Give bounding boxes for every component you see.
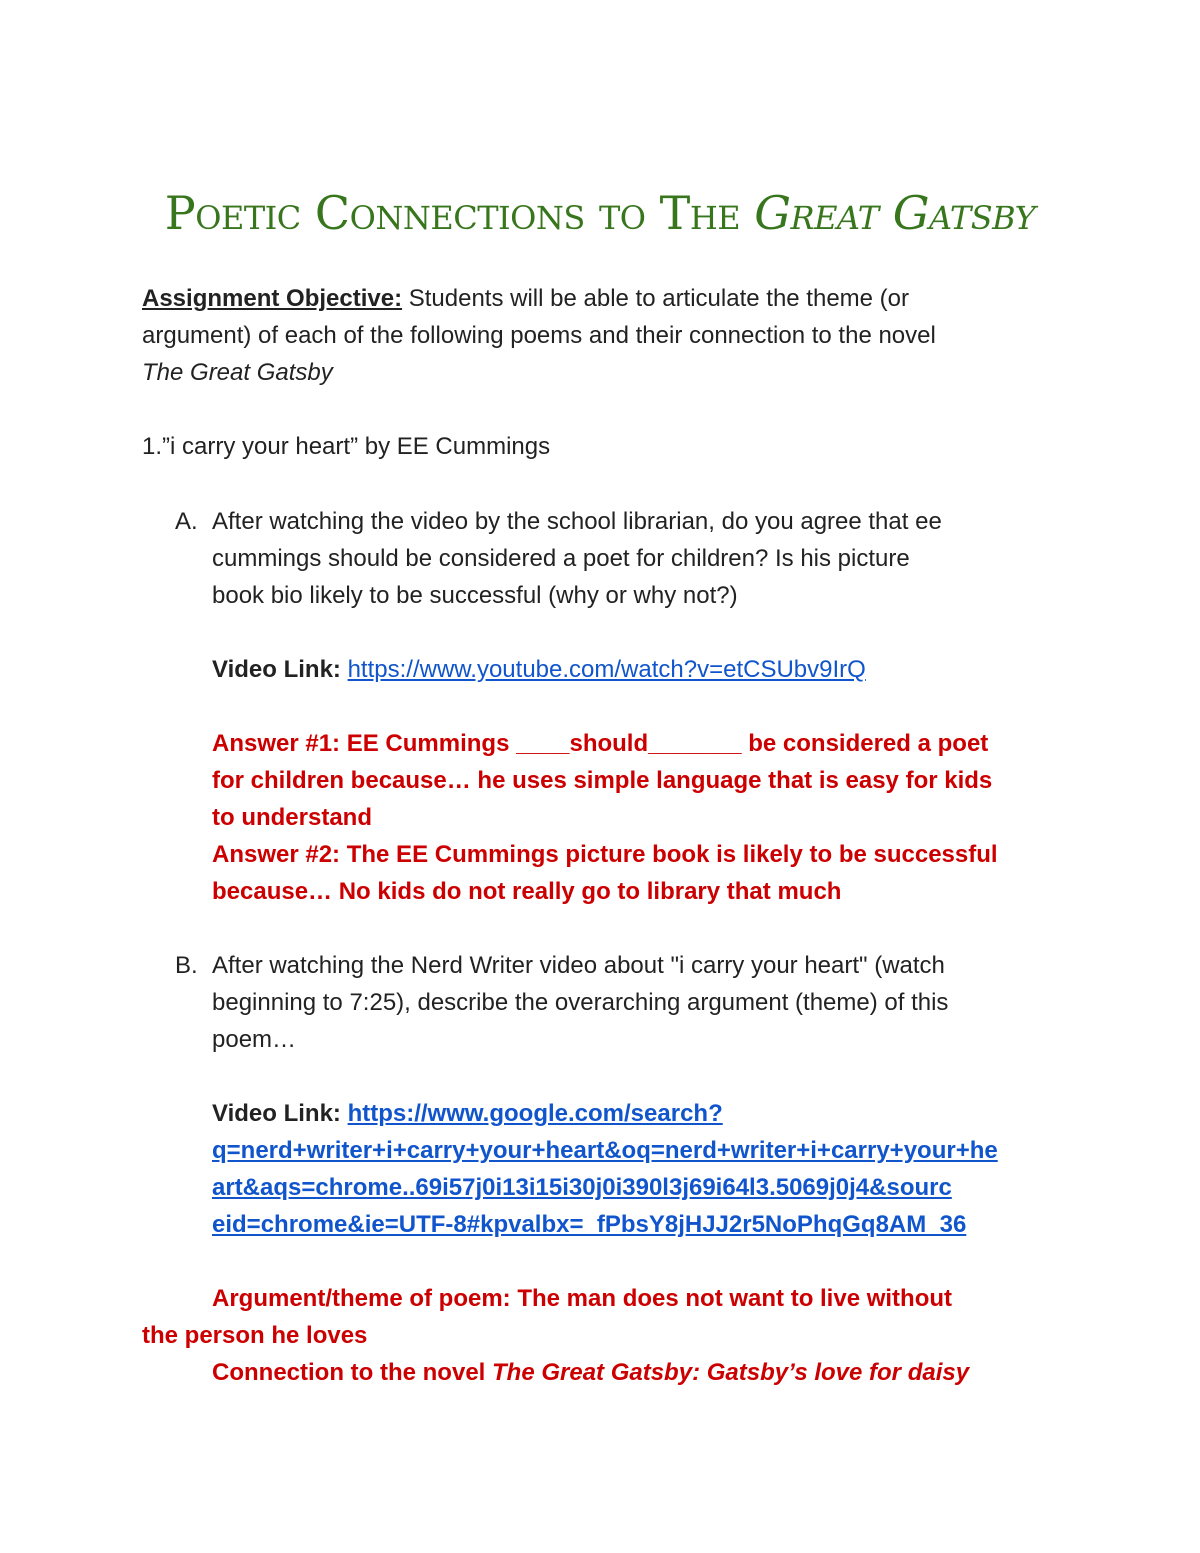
answer-line: Answer #1: EE Cummings ____should_______ be considered a poet bbox=[212, 730, 989, 757]
answer-line: to understand bbox=[212, 804, 372, 831]
item-b-question-line: poem… bbox=[212, 1026, 297, 1053]
google-link-continued[interactable]: art&aqs=chrome..69i57j0i13i15i30j0i390l3j69i64l3.5069j0j4&sourc bbox=[212, 1174, 952, 1201]
item-a-marker: A. bbox=[175, 508, 198, 535]
objective-line-2: argument) of each of the following poems and their connection to the novel bbox=[142, 322, 936, 349]
objective-line-1 bbox=[142, 280, 909, 317]
objective-book-title: The Great Gatsby bbox=[142, 359, 333, 386]
video-link-label: Video Link: bbox=[212, 656, 341, 683]
argument-line-2: the person he loves bbox=[142, 1322, 368, 1349]
answer-line: Answer #2: The EE Cummings picture book is likely to be successful bbox=[212, 841, 998, 868]
argument-line-1: Argument/theme of poem: The man does not want to live without bbox=[212, 1285, 953, 1312]
connection-answer: The Great Gatsby: Gatsby’s love for daisy bbox=[492, 1359, 970, 1386]
page-title bbox=[0, 186, 1200, 240]
item-a-question-line: After watching the video by the school librarian, do you agree that ee bbox=[212, 508, 942, 535]
poem-heading: 1.”i carry your heart” by EE Cummings bbox=[142, 433, 551, 460]
connection-line bbox=[212, 1354, 969, 1391]
title-italic-text: Great Gatsby bbox=[754, 186, 1036, 240]
item-b-marker: B. bbox=[175, 952, 198, 979]
youtube-link[interactable]: https://www.youtube.com/watch?v=etCSUbv9IrQ bbox=[347, 656, 866, 683]
item-b-question-line: beginning to 7:25), describe the overarching argument (theme) of this bbox=[212, 989, 949, 1016]
objective-label: Assignment Objective: bbox=[142, 285, 403, 312]
google-link-continued[interactable]: q=nerd+writer+i+carry+your+heart&oq=nerd+writer+i+carry+your+he bbox=[212, 1137, 998, 1164]
answer-line: because… No kids do not really go to library that much bbox=[212, 878, 842, 905]
item-a-video-link-row bbox=[212, 651, 866, 688]
google-link-continued[interactable]: eid=chrome&ie=UTF-8#kpvalbx=_fPbsY8jHJJ2r5NoPhqGq8AM_36 bbox=[212, 1211, 967, 1238]
answer-line: for children because… he uses simple language that is easy for kids bbox=[212, 767, 993, 794]
video-link-label: Video Link: bbox=[212, 1100, 341, 1127]
item-a-question-line: cummings should be considered a poet for children? Is his picture bbox=[212, 545, 910, 572]
connection-label: Connection to the novel bbox=[212, 1359, 492, 1386]
item-b-video-link-row bbox=[212, 1095, 723, 1132]
title-text: Poetic Connections to The bbox=[164, 186, 755, 240]
objective-text-1: Students will be able to articulate the theme (or bbox=[402, 285, 910, 312]
item-b-question-line: After watching the Nerd Writer video about "i carry your heart" (watch bbox=[212, 952, 945, 979]
item-a-question-line: book bio likely to be successful (why or why not?) bbox=[212, 582, 738, 609]
google-link[interactable]: https://www.google.com/search? bbox=[347, 1100, 723, 1127]
